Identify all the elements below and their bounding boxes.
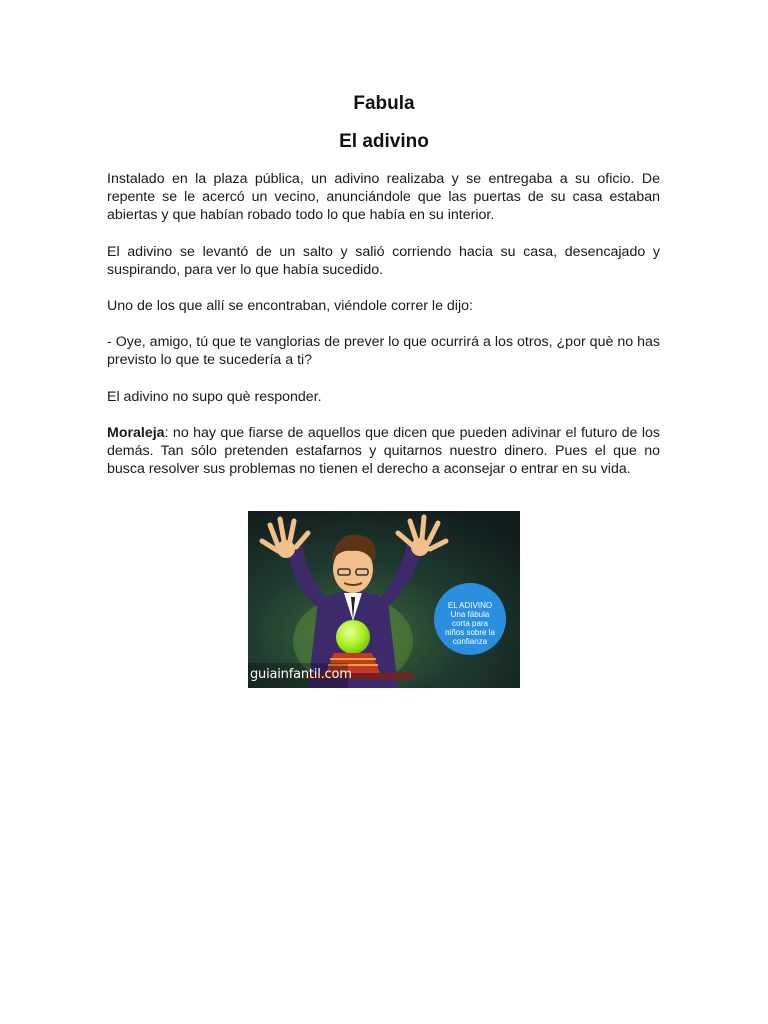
badge-line: confianza bbox=[452, 637, 488, 646]
moral-text: : no hay que fiarse de aquellos que dicen que pueden adivinar el futuro de los demás. Tan sólo pretenden estafarnos y quitarnos nuestro dinero. Pues el que no busca resolver sus problemas no tienen el derecho a aconsejar o entrar en su vida. bbox=[107, 424, 660, 478]
paragraph: Instalado en la plaza pública, un adivino realizaba y se entregaba a su oficio. De repente se le acercó un vecino, anunciándole que las puertas de su casa estaban abiertas y que habían robado todo lo que había en su interior. bbox=[107, 171, 660, 224]
watermark: guiainfantil.com bbox=[250, 667, 352, 682]
paragraph: Uno de los que allí se encontraban, viéndole correr le dijo: bbox=[107, 298, 473, 315]
moral-paragraph bbox=[107, 424, 660, 479]
badge-line: EL ADIVINO bbox=[447, 601, 493, 610]
badge-line: corta para bbox=[451, 619, 489, 628]
badge-line: Una fábula bbox=[450, 610, 490, 619]
document-title: Fabula bbox=[353, 93, 415, 114]
document-subtitle: El adivino bbox=[339, 131, 429, 152]
title-badge bbox=[438, 601, 502, 646]
fortune-teller-illustration bbox=[248, 511, 520, 688]
moral-label: Moraleja bbox=[107, 424, 165, 441]
paragraph: El adivino no supo què responder. bbox=[107, 388, 322, 405]
badge-line: niños sobre la bbox=[445, 628, 495, 637]
paragraph: El adivino se levantó de un salto y salió corriendo hacia su casa, desencajado y suspirando, para ver lo que había sucedido. bbox=[107, 243, 660, 278]
fable-body bbox=[107, 170, 660, 496]
paragraph: - Oye, amigo, tú que te vanglorias de prever lo que ocurrirá a los otros, ¿por què no has previsto lo que te sucedería a ti? bbox=[107, 334, 660, 369]
